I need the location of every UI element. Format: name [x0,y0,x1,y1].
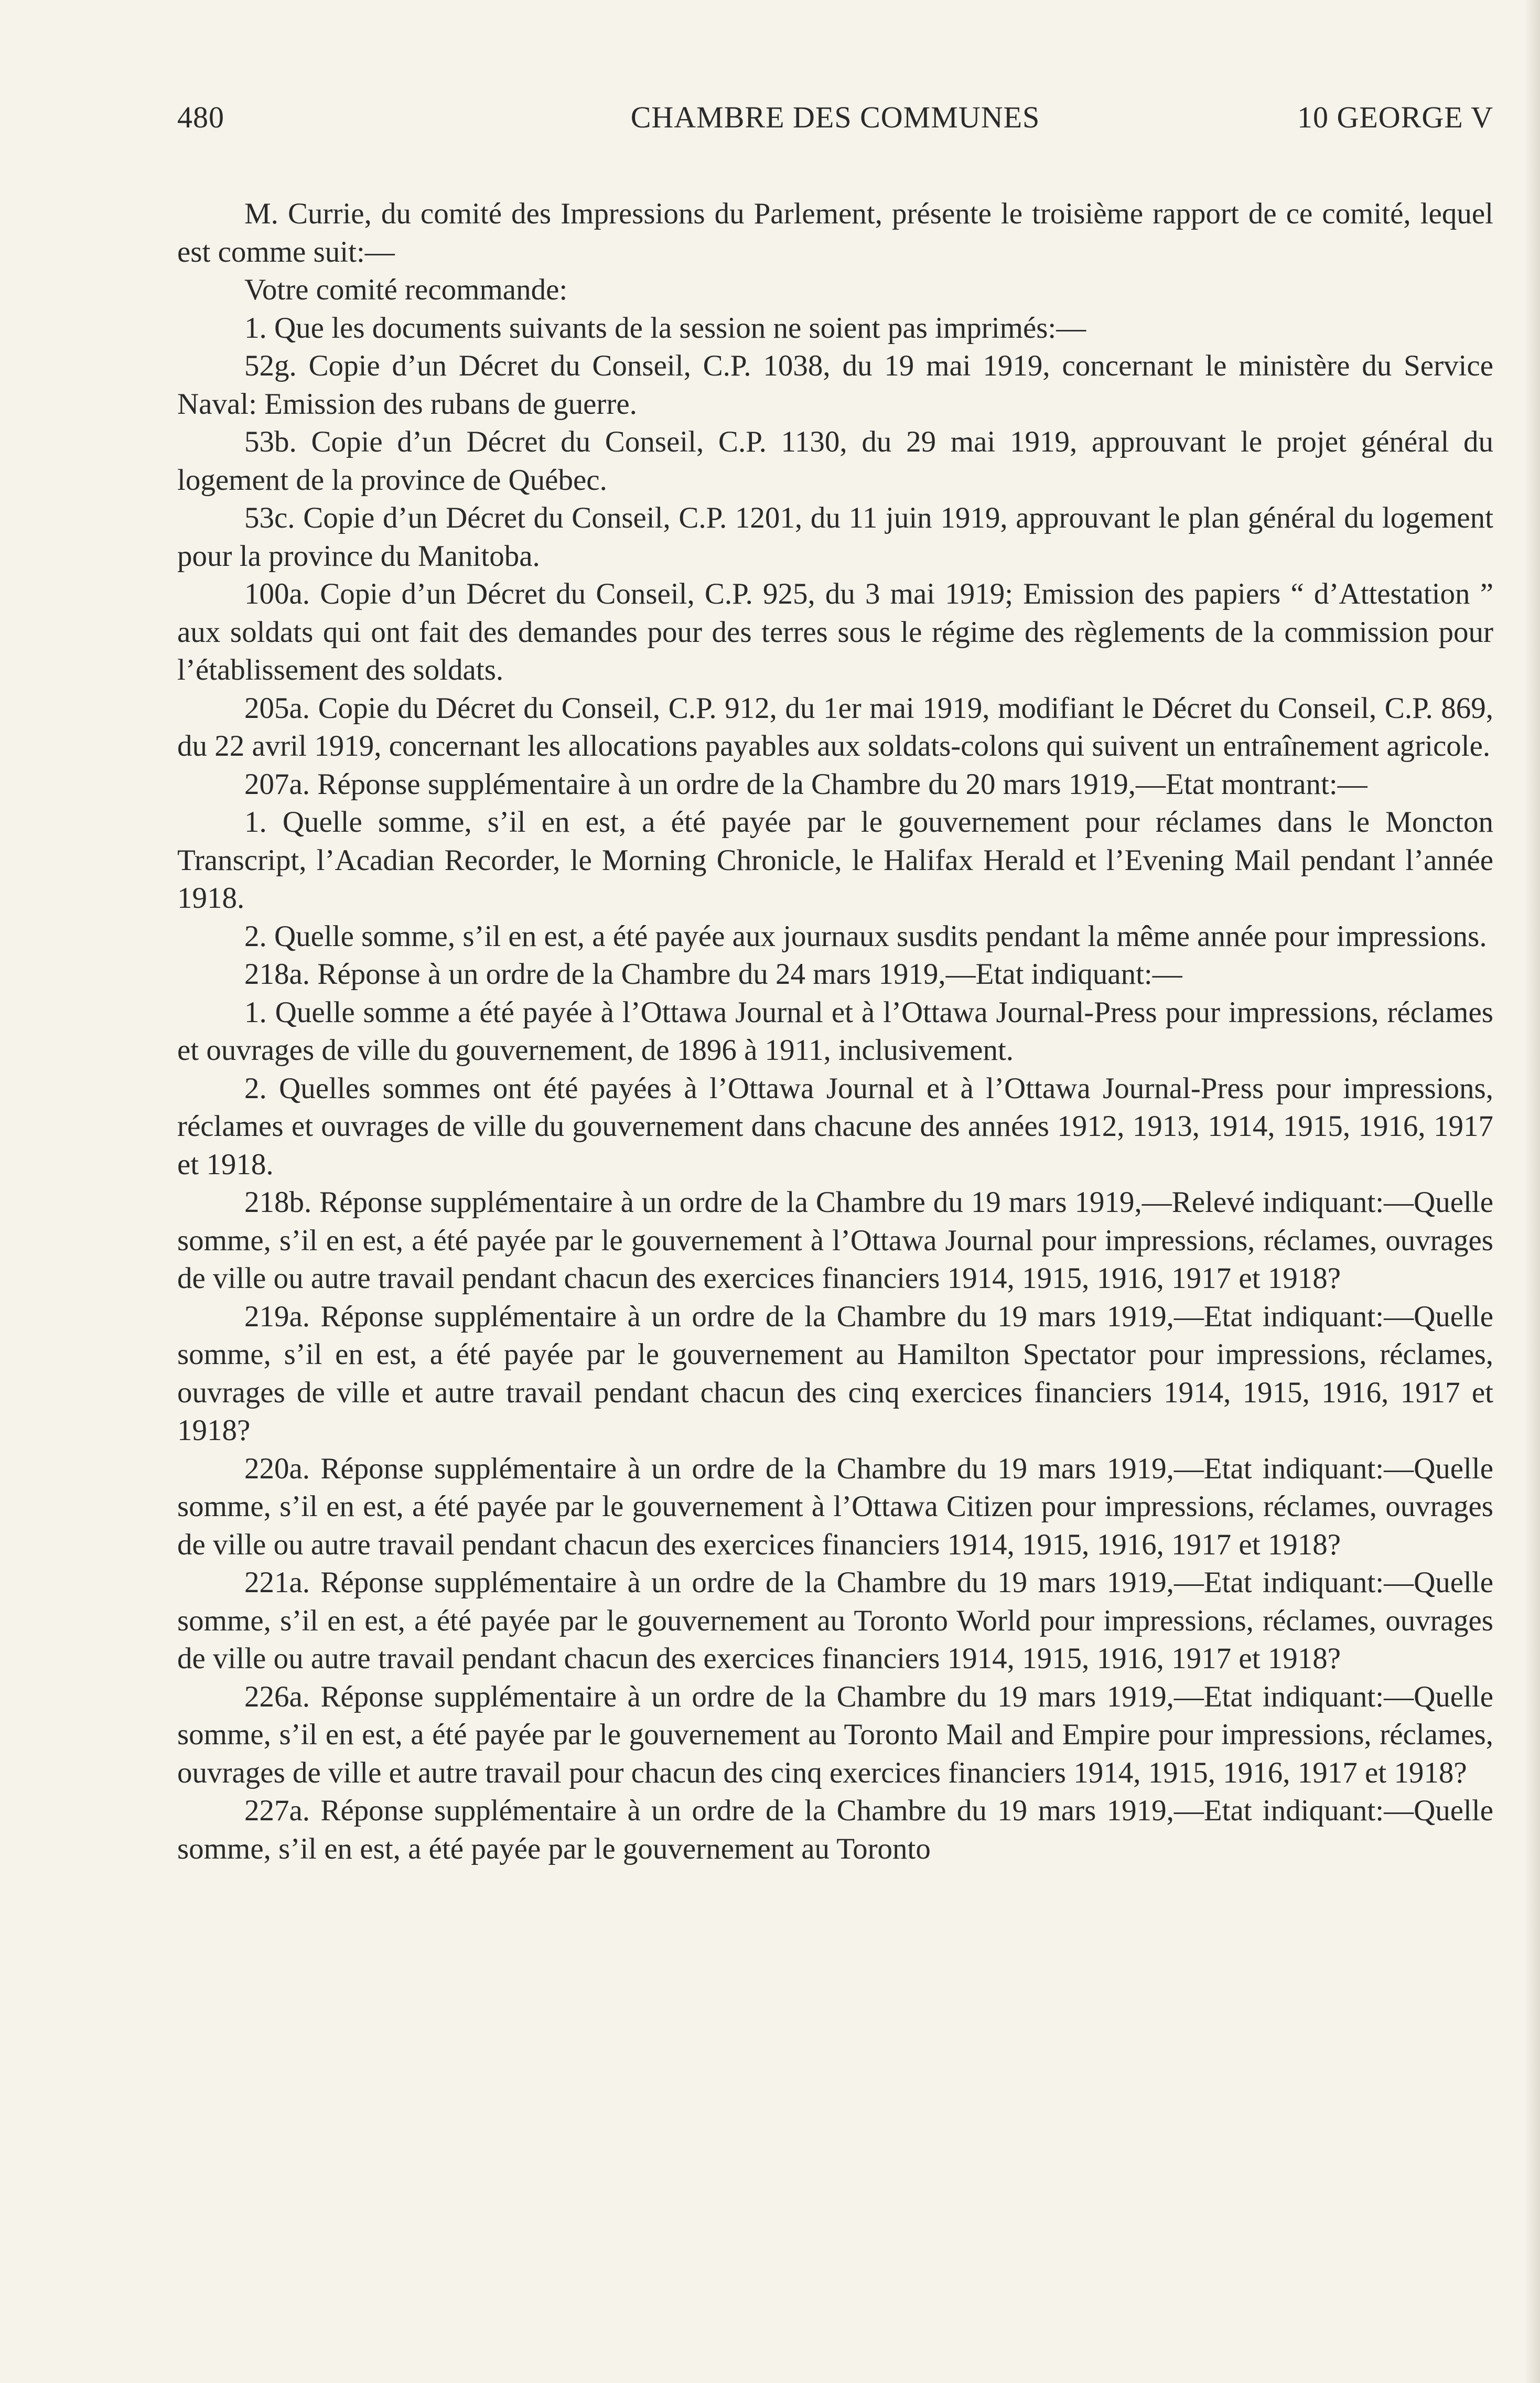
paragraph: 1. Quelle somme, s’il en est, a été payée par le gouvernement pour réclames dans le Moncton Transcript, l’Acadian Recorder, le Morning Chronicle, le Halifax Herald et l’Evening Mail pendant l’année 1918. [177,806,1493,915]
paragraph: Votre comité recommande: [244,273,568,306]
paragraph: 2. Quelle somme, s’il en est, a été payée aux journaux susdits pendant la même année pour impressions. [244,919,1487,953]
page-number: 480 [177,100,224,134]
paragraph: 1. Que les documents suivants de la session ne soient pas imprimés:— [244,311,1086,345]
paragraph: 52g. Copie d’un Décret du Conseil, C.P. 1038, du 19 mai 1919, concernant le ministère du Service Naval: Emission des rubans de guerre. [177,349,1493,421]
running-title: CHAMBRE DES COMMUNES [630,100,1040,134]
page-edge-shadow [1524,0,1540,2383]
page-header [177,100,1493,142]
paragraph: 218b. Réponse supplémentaire à un ordre de la Chambre du 19 mars 1919,—Relevé indiquant:—Quelle somme, s’il en est, a été payée par le gouvernement à l’Ottawa Journal pour impressions, réclames, ouvrages de ville ou autre travail pendant chacun des exercices financiers 1914, 1915, 1916, 1917 et 1918? [177,1186,1493,1295]
paragraph: 100a. Copie d’un Décret du Conseil, C.P. 925, du 3 mai 1919; Emission des papiers “ d’Attestation ” aux soldats qui ont fait des demandes pour des terres sous le régime des règlements de la commission pour l’établissement des soldats. [177,577,1493,686]
paragraph: 53c. Copie d’un Décret du Conseil, C.P. 1201, du 11 juin 1919, approuvant le plan général du logement pour la province du Manitoba. [177,501,1493,573]
paragraph: 1. Quelle somme a été payée à l’Ottawa Journal et à l’Ottawa Journal-Press pour impressions, réclames et ouvrages de ville du gouvernement, de 1896 à 1911, inclusivement. [177,995,1493,1067]
paragraph: 2. Quelles sommes ont été payées à l’Ottawa Journal et à l’Ottawa Journal-Press pour impressions, réclames et ouvrages de ville du gouvernement dans chacune des années 1912, 1913, 1914, 1915, 1916, 1917 et 1918. [177,1071,1493,1181]
paragraph: 205a. Copie du Décret du Conseil, C.P. 912, du 1er mai 1919, modifiant le Décret du Conseil, C.P. 869, du 22 avril 1919, concernant les allocations payables aux soldats-colons qui suivent un entraînement agricole. [177,691,1493,763]
paragraph: 220a. Réponse supplémentaire à un ordre de la Chambre du 19 mars 1919,—Etat indiquant:—Quelle somme, s’il en est, a été payée par le gouvernement à l’Ottawa Citizen pour impressions, réclames, ouvrages de ville ou autre travail pendant chacun des exercices financiers 1914, 1915, 1916, 1917 et 1918? [177,1452,1493,1561]
paragraph: 218a. Réponse à un ordre de la Chambre du 24 mars 1919,—Etat indiquant:— [244,958,1182,991]
paragraph: 207a. Réponse supplémentaire à un ordre de la Chambre du 20 mars 1919,—Etat montrant:— [244,767,1367,801]
running-right: 10 GEORGE V [1297,100,1493,134]
paragraph: 226a. Réponse supplémentaire à un ordre de la Chambre du 19 mars 1919,—Etat indiquant:—Quelle somme, s’il en est, a été payée par le gouvernement au Toronto Mail and Empire pour impressions, réclames, ouvrages de ville et autre travail pour chacun des cinq exercices financiers 1914, 1915, 1916, 1917 et 1918? [177,1680,1493,1789]
paragraph: 53b. Copie d’un Décret du Conseil, C.P. 1130, du 29 mai 1919, approuvant le projet général du logement de la province de Québec. [177,425,1493,497]
paragraph: 227a. Réponse supplémentaire à un ordre de la Chambre du 19 mars 1919,—Etat indiquant:—Quelle somme, s’il en est, a été payée par le gouvernement au Toronto [177,1794,1493,1865]
paragraph: M. Currie, du comité des Impressions du Parlement, présente le troisième rapport de ce comité, lequel est comme suit:— [177,197,1493,269]
page-body [177,195,1493,1868]
paragraph: 219a. Réponse supplémentaire à un ordre de la Chambre du 19 mars 1919,—Etat indiquant:—Quelle somme, s’il en est, a été payée par le gouvernement au Hamilton Spectator pour impressions, réclames, ouvrages de ville et autre travail pendant chacun des cinq exercices financiers 1914, 1915, 1916, 1917 et 1918? [177,1300,1493,1447]
paragraph: 221a. Réponse supplémentaire à un ordre de la Chambre du 19 mars 1919,—Etat indiquant:—Quelle somme, s’il en est, a été payée par le gouvernement au Toronto World pour impressions, réclames, ouvrages de ville ou autre travail pendant chacun des exercices financiers 1914, 1915, 1916, 1917 et 1918? [177,1566,1493,1675]
